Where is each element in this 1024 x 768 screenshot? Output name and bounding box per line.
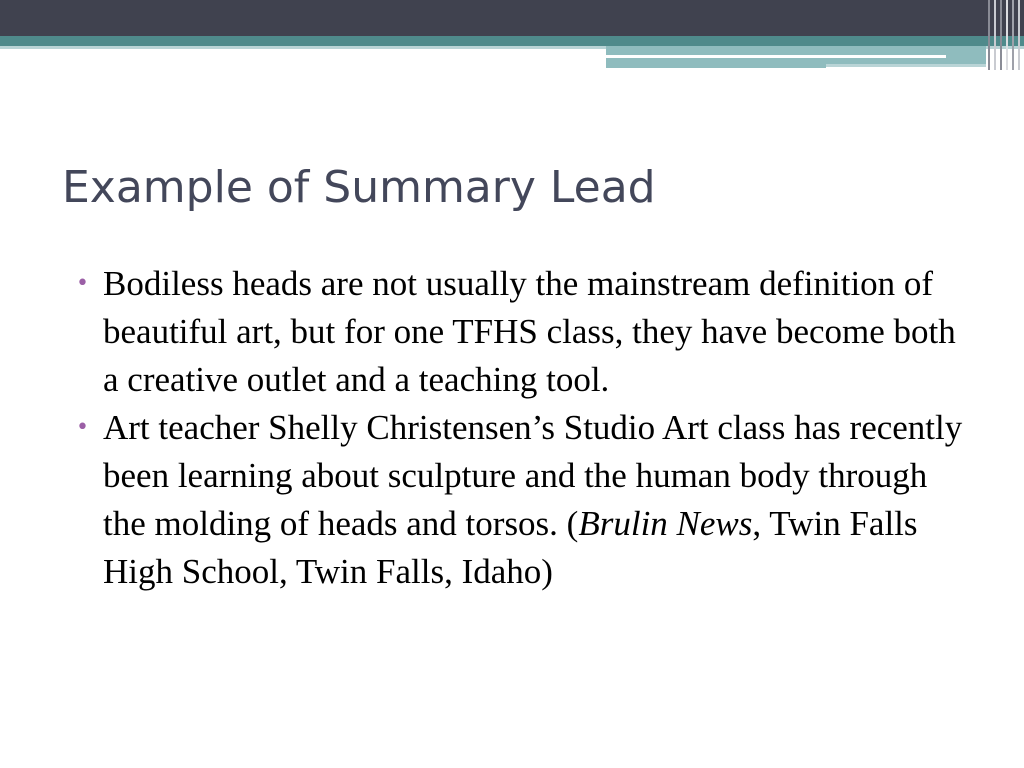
bullet-dot-icon: • bbox=[76, 415, 89, 440]
banner-teal-band bbox=[0, 36, 1024, 46]
bullet-text: Bodiless heads are not usually the mainstream definition of beautiful art, but for one TFHS class, they have become both a creative outlet and a teaching tool. bbox=[103, 264, 956, 399]
publication-name: Brulin News bbox=[578, 504, 753, 543]
banner-right-line bbox=[606, 55, 946, 58]
bullet-list bbox=[72, 260, 972, 596]
bullet-dot-icon: • bbox=[76, 271, 89, 296]
bullet-item bbox=[72, 260, 972, 404]
bullet-text-source: , Twin Falls High School, Twin Falls, Idaho) bbox=[103, 504, 918, 591]
banner-dark-band bbox=[0, 0, 1024, 36]
banner-right-line bbox=[826, 64, 986, 67]
banner-right-line bbox=[606, 64, 826, 68]
banner-vertical-stripes bbox=[984, 0, 1024, 70]
slide-title: Example of Summary Lead bbox=[62, 162, 656, 213]
bullet-item bbox=[72, 404, 972, 596]
bullet-text: Art teacher Shelly Christensen’s Studio Art class has recently been learning about sculpture and the human body through the molding of heads and torsos. ( bbox=[103, 408, 963, 543]
